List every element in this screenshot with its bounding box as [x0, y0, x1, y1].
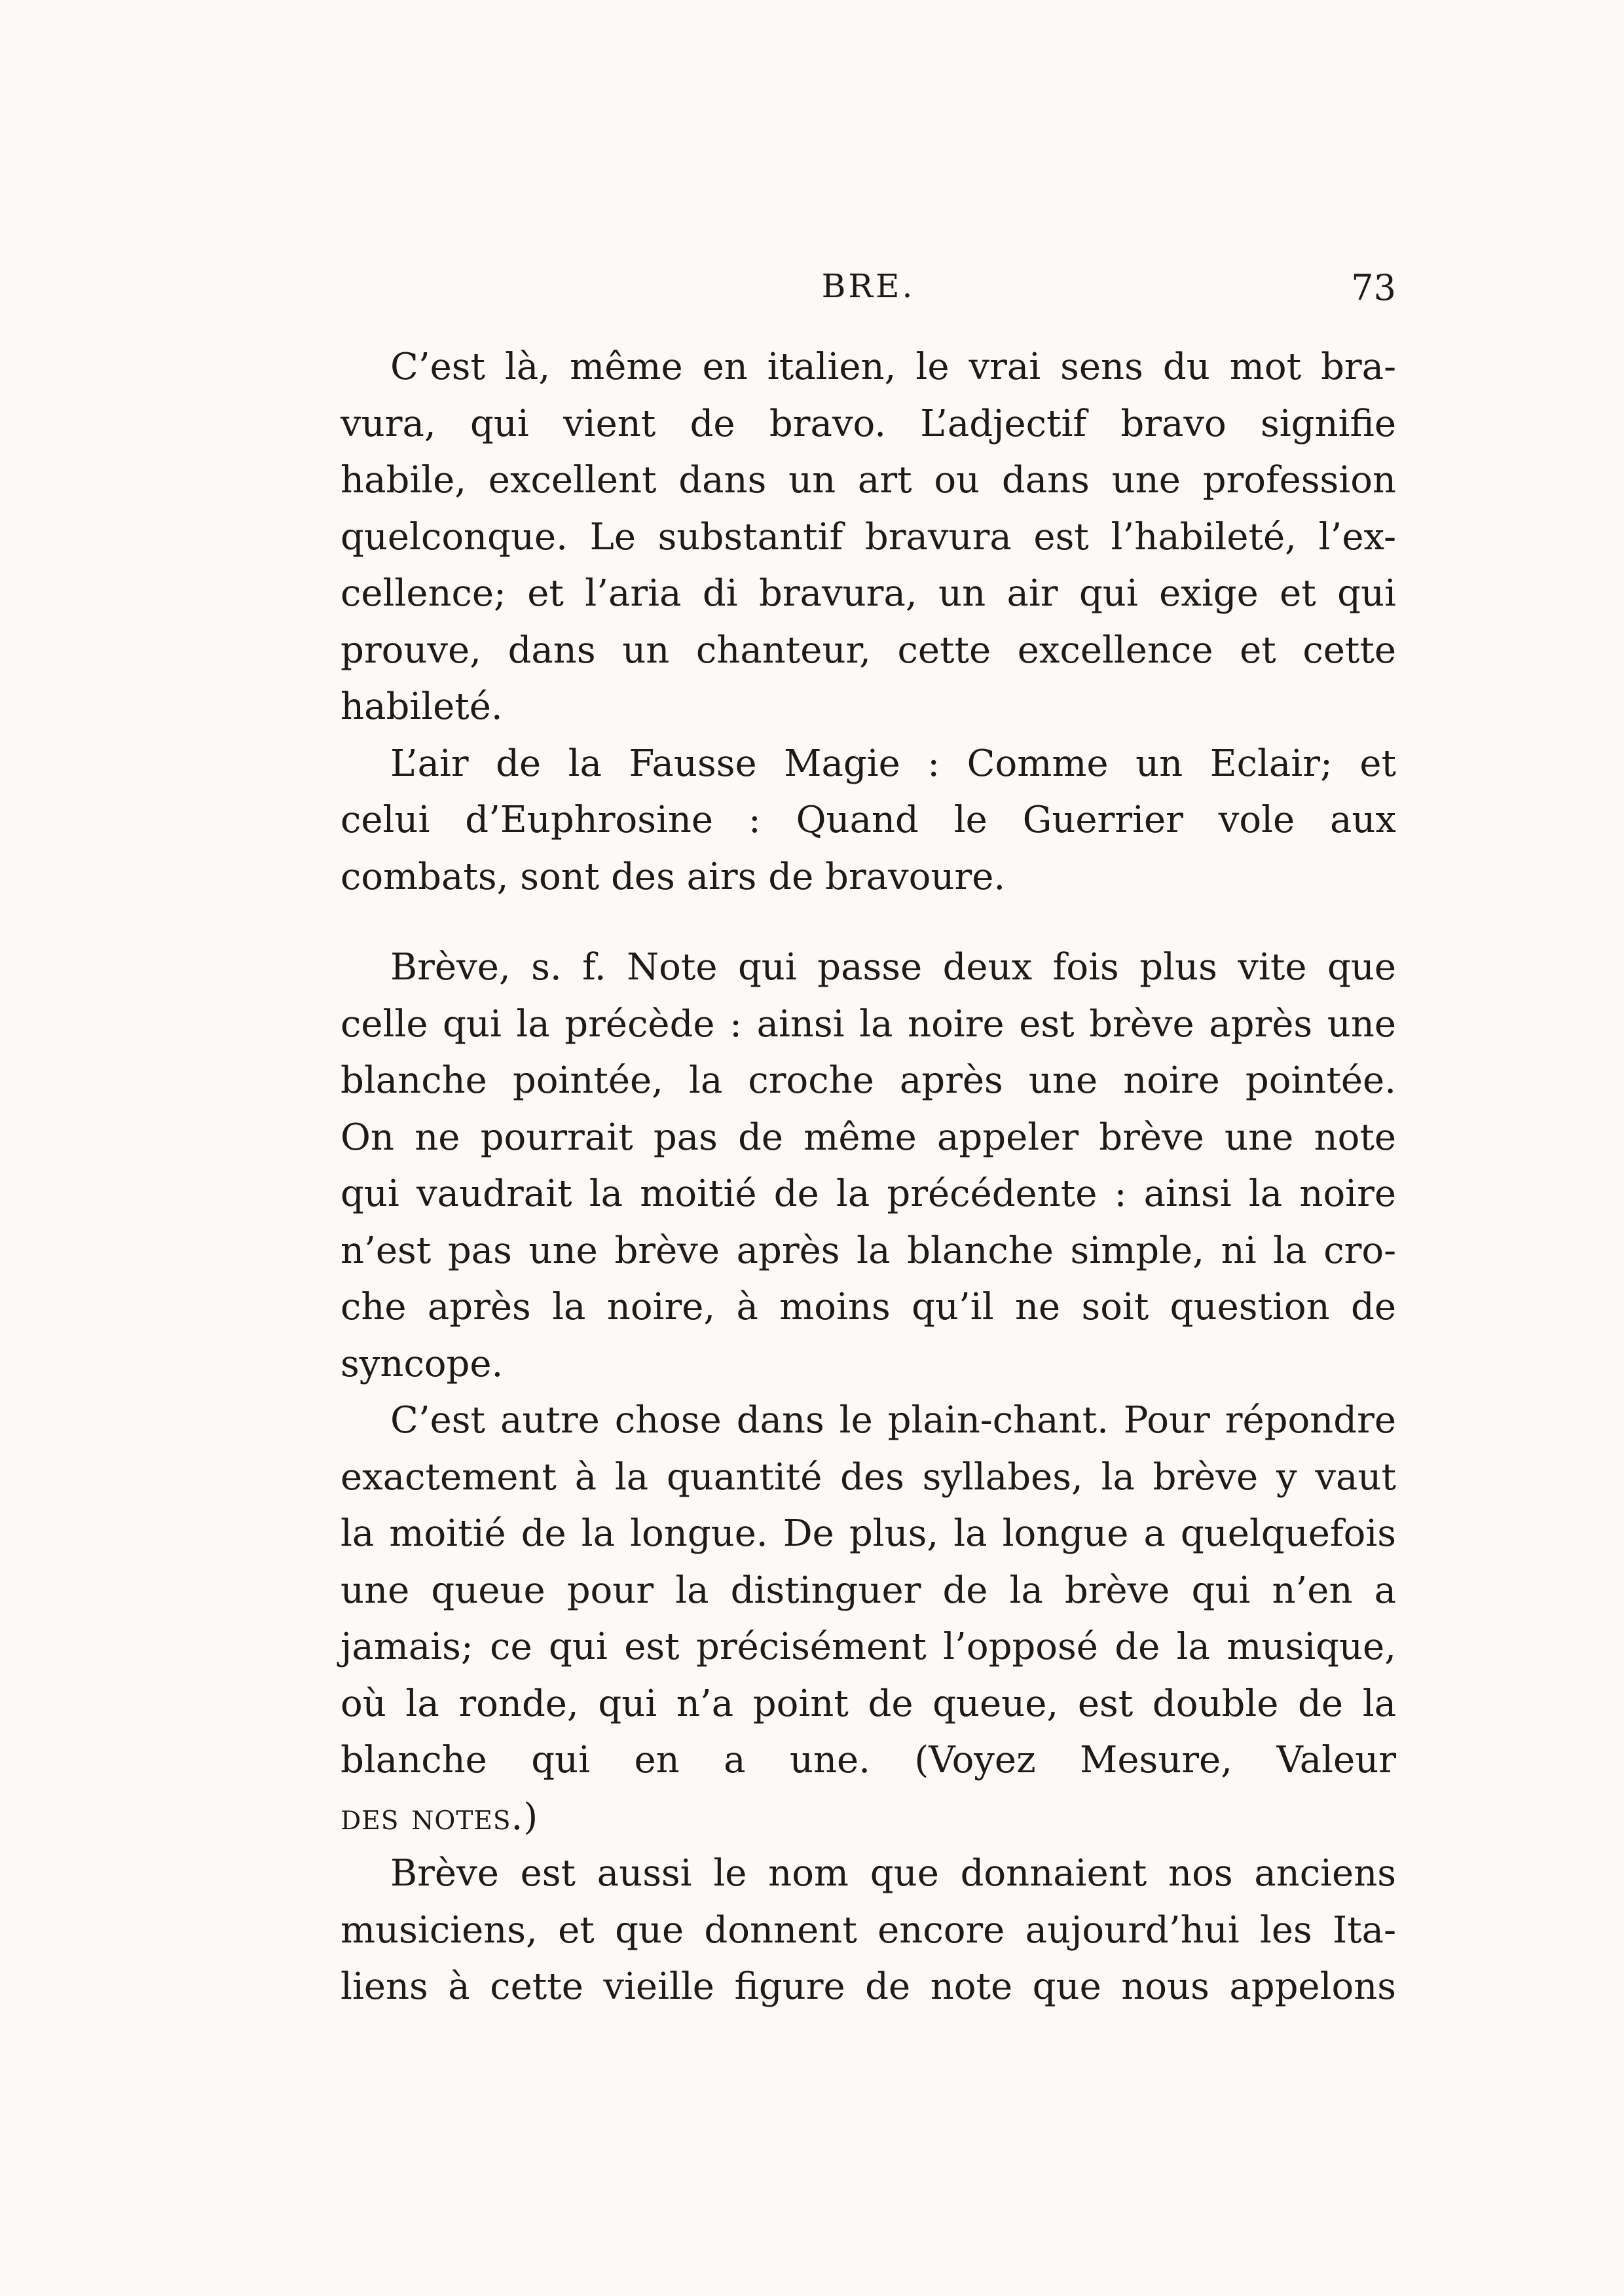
text-line: la moitié de la longue. De plus, la longue a quelquefois — [341, 1512, 1396, 1555]
text-line: liens à cette vieille figure de note que nous appelons — [341, 1965, 1396, 2008]
text-line: habileté. — [341, 685, 503, 728]
text-line: C’est autre chose dans le plain-chant. Pour répondre — [390, 1399, 1396, 1442]
entry-gap — [341, 905, 1396, 939]
text-line: qui vaudrait la moitié de la précédente : ainsi la noire — [341, 1173, 1396, 1215]
text-line: L’air de la Fausse Magie : Comme un Eclair; et — [390, 742, 1396, 785]
text-line: vura, qui vient de bravo. L’adjectif bravo signifie — [341, 402, 1396, 445]
text-line: jamais; ce qui est précisément l’opposé de la musique, — [341, 1626, 1396, 1668]
text-line: che après la noire, à moins qu’il ne soit question de — [341, 1286, 1396, 1328]
text-line: C’est là, même en italien, le vrai sens du mot bra- — [390, 346, 1396, 388]
text-line: cellence; et l’aria di bravura, un air qui exige et qui — [341, 572, 1396, 615]
text-line: des notes.) — [341, 1795, 539, 1838]
text-line: où la ronde, qui n’a point de queue, est double de la — [341, 1682, 1396, 1725]
text-line: exactement à la quantité des syllabes, la brève y vaut — [341, 1455, 1396, 1499]
text-line: musiciens, et que donnent encore aujourd’hui les Ita- — [341, 1908, 1396, 1952]
text-line: syncope. — [341, 1342, 504, 1385]
text-line: une queue pour la distinguer de la brève qui n’en a — [341, 1569, 1396, 1612]
text-line: Brève, s. f. Note qui passe deux fois plus vite que — [390, 946, 1396, 989]
text-line: combats, sont des airs de bravoure. — [341, 855, 1006, 898]
running-head: BRE. — [821, 267, 915, 305]
page-header — [341, 267, 1396, 319]
text-line: prouve, dans un chanteur, cette excellence et cette — [341, 629, 1396, 672]
text-line: n’est pas une brève après la blanche simple, ni la cro- — [341, 1229, 1396, 1272]
text-line: celui d’Euphrosine : Quand le Guerrier vole aux — [341, 799, 1396, 841]
page-number: 73 — [1351, 267, 1396, 308]
text-line: On ne pourrait pas de même appeler brève une note — [341, 1116, 1396, 1159]
text-line: quelconque. Le substantif bravura est l’habileté, l’ex- — [341, 515, 1396, 558]
text-line: habile, excellent dans un art ou dans une profession — [341, 459, 1396, 501]
text-line: Brève est aussi le nom que donnaient nos anciens — [390, 1852, 1396, 1895]
text-line: blanche pointée, la croche après une noire pointée. — [341, 1059, 1396, 1102]
text-line: blanche qui en a une. (Voyez Mesure, Valeur — [341, 1739, 1396, 1781]
text-line: celle qui la précède : ainsi la noire est brève après une — [341, 1002, 1396, 1046]
body-text — [341, 339, 1396, 2016]
